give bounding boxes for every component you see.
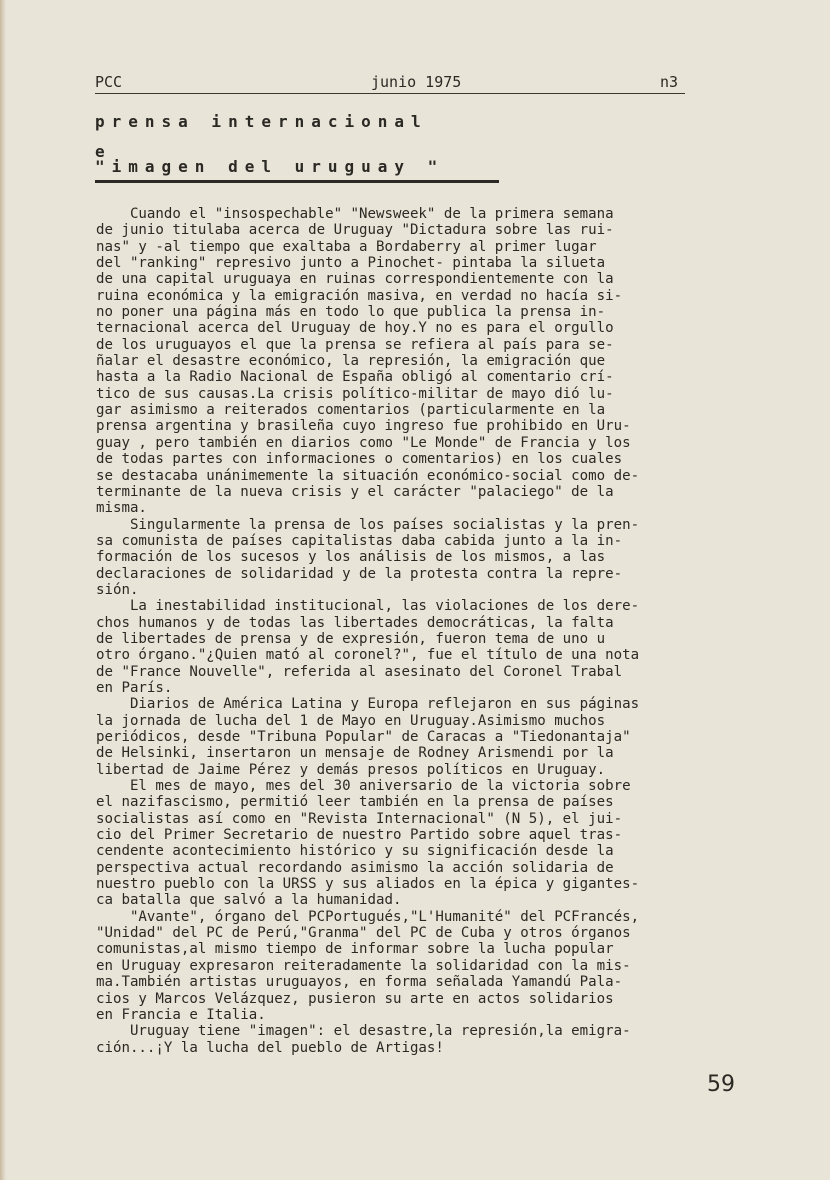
body-line: declaraciones de solidaridad y de la protesta contra la repre- <box>96 565 623 582</box>
body-line: el nazifascismo, permitió leer también en la prensa de países <box>96 794 614 811</box>
body-line: tico de sus causas.La crisis político-militar de mayo dió lu- <box>96 385 614 402</box>
page-header <box>95 73 685 91</box>
body-line: ñalar el desastre económico, la represión, la emigración que <box>96 353 606 370</box>
body-line: "Unidad" del PC de Perú,"Granma" del PC de Cuba y otros órganos <box>96 925 631 942</box>
body-line: ca batalla que salvó a la humanidad. <box>96 892 402 909</box>
body-line: nas" y -al tiempo que exaltaba a Bordaberry al primer lugar <box>96 238 597 255</box>
body-line: de libertades de prensa y de expresión, fueron tema de uno u <box>96 630 606 647</box>
body-line: ma.También artistas uruguayos, en forma señalada Yamandú Pala- <box>96 974 623 991</box>
article-title-line-3: "imagen del uruguay " <box>95 157 445 176</box>
body-line: La inestabilidad institucional, las violaciones de los dere- <box>96 598 640 615</box>
article-title-line-1: prensa internacional <box>95 112 428 131</box>
body-line: sión. <box>96 581 139 598</box>
body-line: sa comunista de países capitalistas daba cabida junto a la in- <box>96 532 623 549</box>
body-line: Uruguay tiene "imagen": el desastre,la represión,la emigra- <box>96 1023 631 1040</box>
body-line: de Helsinki, insertaron un mensaje de Rodney Arismendi por la <box>96 745 614 762</box>
body-line: nuestro pueblo con la URSS y sus aliados en la épica y gigantes- <box>96 876 640 893</box>
header-publication: PCC <box>95 73 123 91</box>
body-line: comunistas,al mismo tiempo de informar sobre la lucha popular <box>96 941 614 958</box>
body-line: de junio titulaba acerca de Uruguay "Dictadura sobre las rui- <box>96 222 614 239</box>
body-line: gar asimismo a reiterados comentarios (particularmente en la <box>96 402 606 419</box>
body-line: libertad de Jaime Pérez y demás presos políticos en Uruguay. <box>96 761 606 778</box>
body-line: de una capital uruguaya en ruinas correspondientemente con la <box>96 271 614 288</box>
body-line: de "France Nouvelle", referida al asesinato del Coronel Trabal <box>96 663 623 680</box>
body-line: ternacional acerca del Uruguay de hoy.Y no es para el orgullo <box>96 320 614 337</box>
body-line: se destacaba unánimemente la situación económico-social como de- <box>96 467 640 484</box>
body-line: periódicos, desde "Tribuna Popular" de Caracas a "Tiedonantaja" <box>96 729 631 745</box>
body-line: del "ranking" represivo junto a Pinochet- pintaba la silueta <box>96 255 606 272</box>
body-line: otro órgano."¿Quien mató al coronel?", fue el título de una nota <box>96 647 640 664</box>
body-line: cendente acontecimiento histórico y su significación desde la <box>96 843 614 860</box>
body-line: formación de los sucesos y los análisis de los mismos, a las <box>96 549 606 566</box>
header-issue-number: n3 <box>660 73 679 91</box>
body-line: "Avante", órgano del PCPortugués,"L'Humanité" del PCFrancés, <box>96 908 640 925</box>
body-line: ción...¡Y la lucha del pueblo de Artigas! <box>96 1039 444 1056</box>
body-line: Singularmente la prensa de los países socialistas y la pren- <box>96 516 640 533</box>
body-line: El mes de mayo, mes del 30 aniversario de la victoria sobre <box>96 778 631 795</box>
article-title-line-2: e <box>95 142 112 161</box>
header-rule <box>95 93 685 94</box>
body-line: en Francia e Italia. <box>96 1006 266 1023</box>
page-number: 59 <box>707 1072 735 1097</box>
body-line: la jornada de lucha del 1 de Mayo en Uruguay.Asimismo muchos <box>96 712 606 729</box>
body-line: terminante de la nueva crisis y el carácter "palaciego" de la <box>96 483 614 500</box>
body-line: perspectiva actual recordando asimismo la acción solidaria de <box>96 859 614 876</box>
body-line: socialistas así como en "Revista Internacional" (N 5), el jui- <box>96 810 623 827</box>
body-line: en París. <box>96 679 173 696</box>
body-line: misma. <box>96 500 147 517</box>
body-line: cios y Marcos Velázquez, pusieron su arte en actos solidarios <box>96 990 614 1007</box>
body-line: Cuando el "insospechable" "Newsweek" de la primera semana <box>96 206 614 222</box>
body-line: prensa argentina y brasileña cuyo ingreso fue prohibido en Uru- <box>96 418 631 435</box>
body-line: ruina económica y la emigración masiva, en verdad no hacía si- <box>96 287 623 304</box>
body-line: no poner una página más en todo lo que publica la prensa in- <box>96 304 606 321</box>
body-line: hasta a la Radio Nacional de España obligó al comentario crí- <box>96 369 614 386</box>
body-line: de los uruguayos el que la prensa se refiera al país para se- <box>96 336 614 353</box>
body-line: cio del Primer Secretario de nuestro Partido sobre aquel tras- <box>96 827 623 844</box>
body-line: chos humanos y de todas las libertades democráticas, la falta <box>96 614 614 631</box>
body-line: en Uruguay expresaron reiteradamente la solidaridad con la mis- <box>96 957 631 974</box>
page-spine-shadow <box>0 0 6 1180</box>
header-date: junio 1975 <box>371 73 462 91</box>
body-line: Diarios de América Latina y Europa reflejaron en sus páginas <box>96 696 640 713</box>
body-line: de todas partes con informaciones o comentarios) en los cuales <box>96 451 623 468</box>
article-body <box>96 206 756 1056</box>
body-line: guay , pero también en diarios como "Le Monde" de Francia y los <box>96 434 631 451</box>
title-underline <box>95 180 499 183</box>
